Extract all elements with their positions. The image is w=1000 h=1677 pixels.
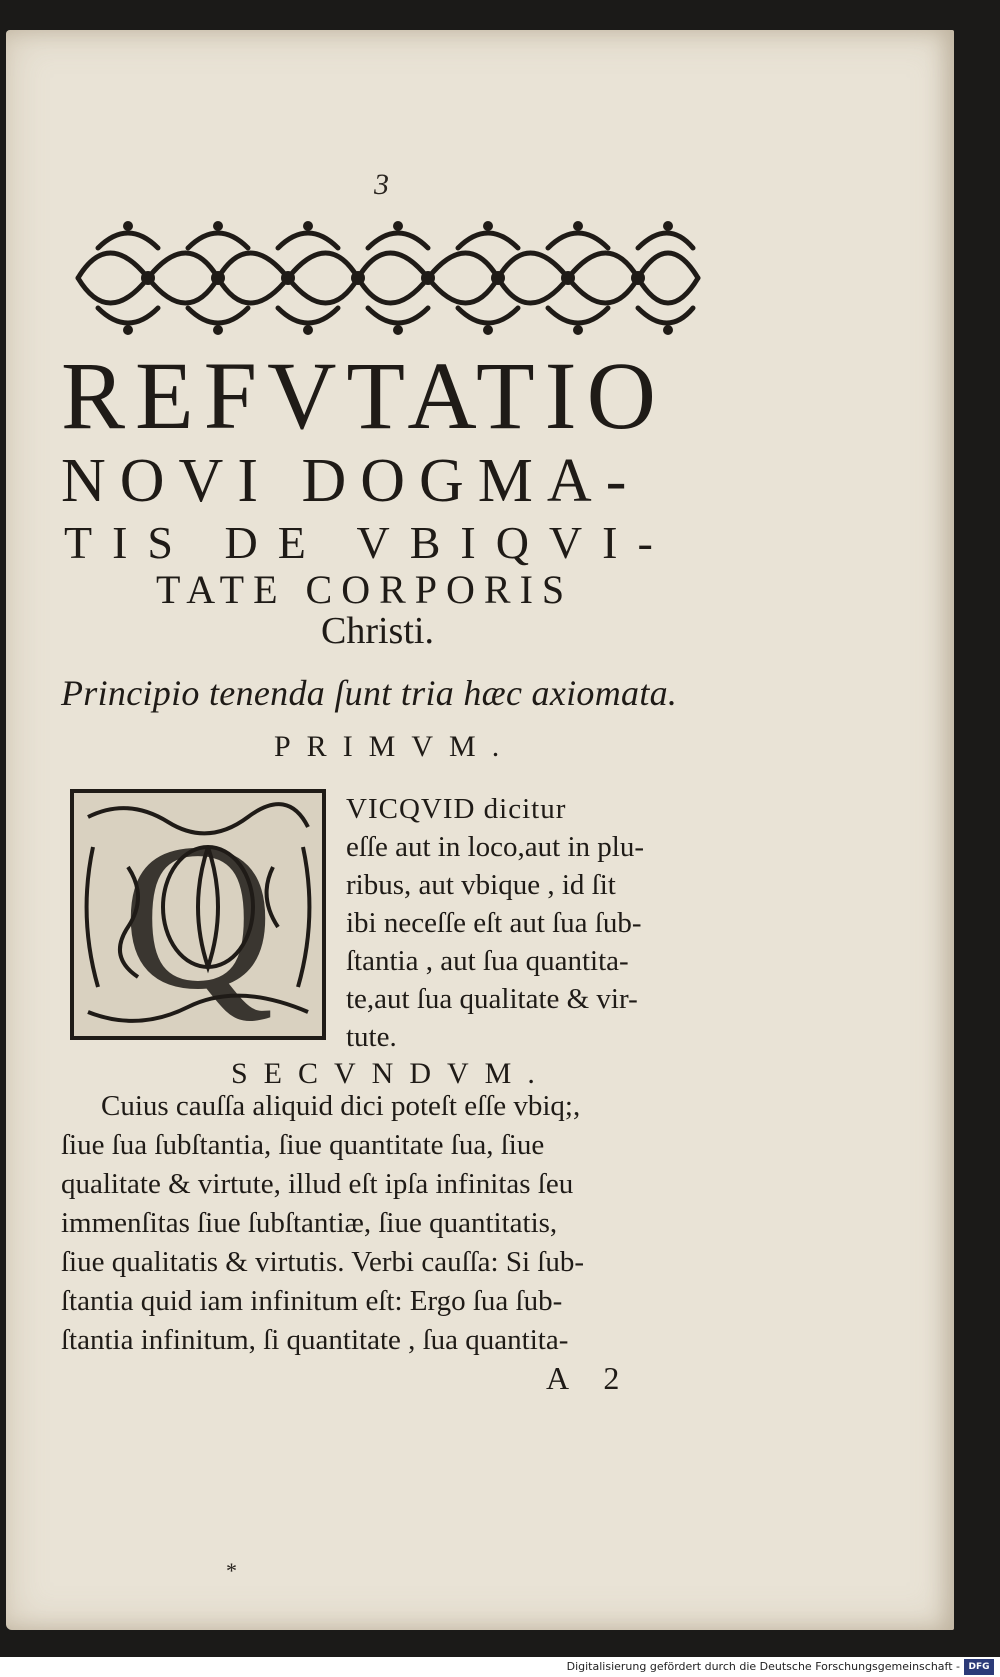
primum-line-4: ibi neceſſe eſt aut ſua ſub- bbox=[346, 907, 642, 939]
primum-line-3: ribus, aut vbique , id ſit bbox=[346, 869, 616, 901]
signature-mark: A 2 bbox=[546, 1360, 634, 1396]
primum-line-1: VICQVID dicitur bbox=[346, 793, 567, 825]
dfg-logo-icon: DFG bbox=[964, 1659, 994, 1675]
secundum-line-3: qualitate & virtute, illud eſt ipſa infinitas ſeu bbox=[61, 1168, 574, 1200]
title-line-4: TATE CORPORIS bbox=[156, 567, 574, 612]
svg-text:Q: Q bbox=[122, 801, 274, 1033]
heading-secundum: SECVNDVM. bbox=[231, 1057, 551, 1090]
secundum-line-6: ſtantia quid iam infinitum eſt: Ergo ſua ſub- bbox=[61, 1285, 563, 1317]
secundum-line-7: ſtantia infinitum, ſi quantitate , ſua quantita- bbox=[61, 1324, 569, 1356]
asterisk-mark: * bbox=[226, 1558, 237, 1583]
secundum-line-2: ſiue ſua ſubſtantia, ſiue quantitate ſua, ſiue bbox=[61, 1129, 545, 1161]
book-page bbox=[6, 30, 954, 1630]
title-line-5: Christi. bbox=[321, 610, 434, 652]
ornament-band bbox=[68, 208, 708, 348]
primum-line-5: ſtantia , aut ſua quantita- bbox=[346, 945, 629, 977]
subtitle: Principio tenenda ſunt tria hæc axiomata. bbox=[61, 673, 678, 713]
secundum-line-5: ſiue qualitatis & virtutis. Verbi cauſſa: Si ſub- bbox=[61, 1246, 585, 1278]
title-line-1: REFVTATIO bbox=[61, 342, 666, 449]
secundum-line-4: immenſitas ſiue ſubſtantiæ, ſiue quantitatis, bbox=[61, 1207, 558, 1239]
title-line-2: NOVI DOGMA- bbox=[61, 447, 641, 515]
secundum-line-1: Cuius cauſſa aliquid dici poteſt eſſe vbiq;, bbox=[101, 1090, 581, 1122]
decorated-initial bbox=[68, 787, 328, 1042]
folio-number: 3 bbox=[374, 168, 389, 201]
primum-line-7: tute. bbox=[346, 1021, 397, 1053]
primum-line-6: te,aut ſua qualitate & vir- bbox=[346, 983, 638, 1015]
title-line-3: TIS DE VBIQVI- bbox=[64, 517, 673, 568]
heading-primum: PRIMVM. bbox=[274, 730, 516, 763]
footer-credit: Digitalisierung gefördert durch die Deutsche Forschungsgemeinschaft - bbox=[566, 1660, 960, 1673]
primum-line-2: eſſe aut in loco,aut in plu- bbox=[346, 831, 644, 863]
